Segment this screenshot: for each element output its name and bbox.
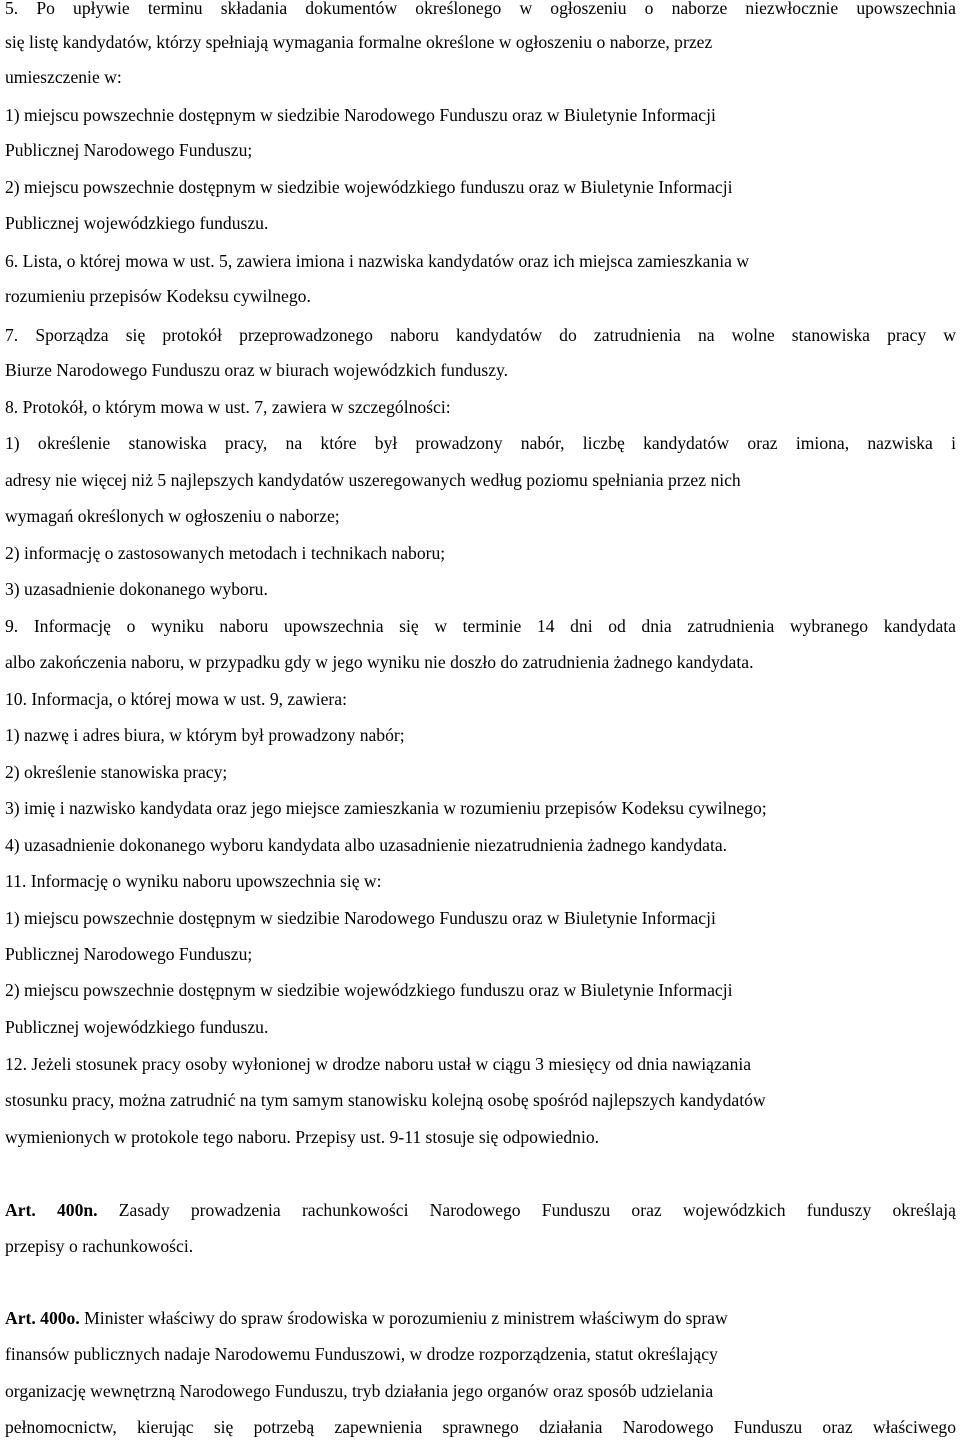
line-text: 3) uzasadnienie dokonanego wyboru. [5,579,268,599]
text-line [5,868,956,894]
text-line [5,467,956,493]
text-line [5,1014,956,1040]
line-text: 10. Informacja, o której mowa w ust. 9, zawiera: [5,689,347,709]
text-line [5,430,956,456]
line-text: Minister właściwy do spraw środowiska w porozumieniu z ministrem właściwym do spraw [79,1308,728,1328]
line-text: Publicznej Narodowego Funduszu; [5,140,253,160]
text-line [5,1341,956,1367]
line-text: 7. Sporządza się protokół przeprowadzonego naboru kandydatów do zatrudnienia na wolne stanowiska pracy w [5,325,956,345]
text-line [5,613,956,639]
line-text: finansów publicznych nadaje Narodowemu Funduszowi, w drodze rozporządzenia, statut określający [5,1344,718,1364]
text-line [5,686,956,712]
text-line [5,941,956,967]
line-text: pełnomocnictw, kierując się potrzebą zapewnienia sprawnego działania Narodowego Funduszu oraz właściwego [5,1417,956,1437]
line-text: 8. Protokół, o którym mowa w ust. 7, zawiera w szczególności: [5,397,451,417]
text-line [5,1233,956,1259]
line-text: się listę kandydatów, którzy spełniają wymagania formalne określone w ogłoszeniu o naborze, przez [5,32,713,52]
line-text: wymagań określonych w ogłoszeniu o naborze; [5,506,340,526]
text-line [5,174,956,200]
line-text: organizację wewnętrzną Narodowego Funduszu, tryb działania jego organów oraz sposób udzielania [5,1381,714,1401]
text-line [5,29,956,55]
text-line [5,795,956,821]
text-line [5,503,956,529]
text-line [5,1124,956,1150]
line-text: 1) nazwę i adres biura, w którym był prowadzony nabór; [5,725,405,745]
text-line [5,210,956,236]
line-text: 5. Po upływie terminu składania dokumentów określonego w ogłoszeniu o naborze niezwłocznie upowszechnia [5,0,956,18]
line-text: 1) określenie stanowiska pracy, na które był prowadzony nabór, liczbę kandydatów oraz imiona, nazwiska i [5,433,956,453]
text-line [5,248,956,274]
text-line [5,832,956,858]
line-text: Publicznej wojewódzkiego funduszu. [5,1017,269,1037]
line-text: Zasady prowadzenia rachunkowości Narodowego Funduszu oraz wojewódzkich funduszy określają [97,1200,956,1220]
line-text: przepisy o rachunkowości. [5,1236,194,1256]
text-line [5,905,956,931]
line-text: 1) miejscu powszechnie dostępnym w siedzibie Narodowego Funduszu oraz w Biuletynie Informacji [5,908,716,928]
line-text: 1) miejscu powszechnie dostępnym w siedzibie Narodowego Funduszu oraz w Biuletynie Informacji [5,105,716,125]
line-text: 9. Informację o wyniku naboru upowszechnia się w terminie 14 dni od dnia zatrudnienia wybranego kandydata [5,616,956,636]
text-line [5,1305,956,1331]
text-line [5,283,956,309]
line-text: 2) miejscu powszechnie dostępnym w siedzibie wojewódzkiego funduszu oraz w Biuletynie Informacji [5,177,733,197]
text-line [5,1378,956,1404]
text-line [5,722,956,748]
text-line [5,1197,956,1223]
article-label: Art. 400o. [5,1308,80,1328]
text-line [5,759,956,785]
line-text: 12. Jeżeli stosunek pracy osoby wyłonionej w drodze naboru ustał w ciągu 3 miesięcy od dnia nawiązania [5,1054,752,1074]
text-line [5,137,956,163]
text-line [5,977,956,1003]
text-line [5,102,956,128]
article-label: Art. 400n. [5,1200,98,1220]
text-line [5,64,956,90]
line-text: 4) uzasadnienie dokonanego wyboru kandydata albo uzasadnienie niezatrudnienia żadnego kandydata. [5,835,728,855]
text-line [5,576,956,602]
text-line [5,357,956,383]
line-text: Publicznej wojewódzkiego funduszu. [5,213,269,233]
line-text: 11. Informację o wyniku naboru upowszechnia się w: [5,871,382,891]
line-text: 6. Lista, o której mowa w ust. 5, zawiera imiona i nazwiska kandydatów oraz ich miejsca zamieszkania w [5,251,750,271]
text-line [5,394,956,420]
text-line [5,649,956,675]
text-line [5,1087,956,1113]
line-text: Biurze Narodowego Funduszu oraz w biurach wojewódzkich funduszy. [5,360,509,380]
text-line [5,322,956,348]
line-text: Publicznej Narodowego Funduszu; [5,944,253,964]
text-line [5,540,956,566]
line-text: stosunku pracy, można zatrudnić na tym samym stanowisku kolejną osobę spośród najlepszych kandydatów [5,1090,766,1110]
text-line [5,1051,956,1077]
line-text: 2) określenie stanowiska pracy; [5,762,228,782]
line-text: umieszczenie w: [5,67,122,87]
line-text: 2) miejscu powszechnie dostępnym w siedzibie wojewódzkiego funduszu oraz w Biuletynie Informacji [5,980,733,1000]
line-text: wymienionych w protokole tego naboru. Przepisy ust. 9-11 stosuje się odpowiednio. [5,1127,600,1147]
line-text: rozumieniu przepisów Kodeksu cywilnego. [5,286,311,306]
line-text: 3) imię i nazwisko kandydata oraz jego miejsce zamieszkania w rozumieniu przepisów Kodeksu cywilnego; [5,798,767,818]
line-text: 2) informację o zastosowanych metodach i technikach naboru; [5,543,446,563]
text-line [5,0,956,21]
text-line [5,1414,956,1440]
line-text: adresy nie więcej niż 5 najlepszych kandydatów uszeregowanych według poziomu spełniania przez nich [5,470,741,490]
line-text: albo zakończenia naboru, w przypadku gdy w jego wyniku nie doszło do zatrudnienia żadnego kandydata. [5,652,754,672]
